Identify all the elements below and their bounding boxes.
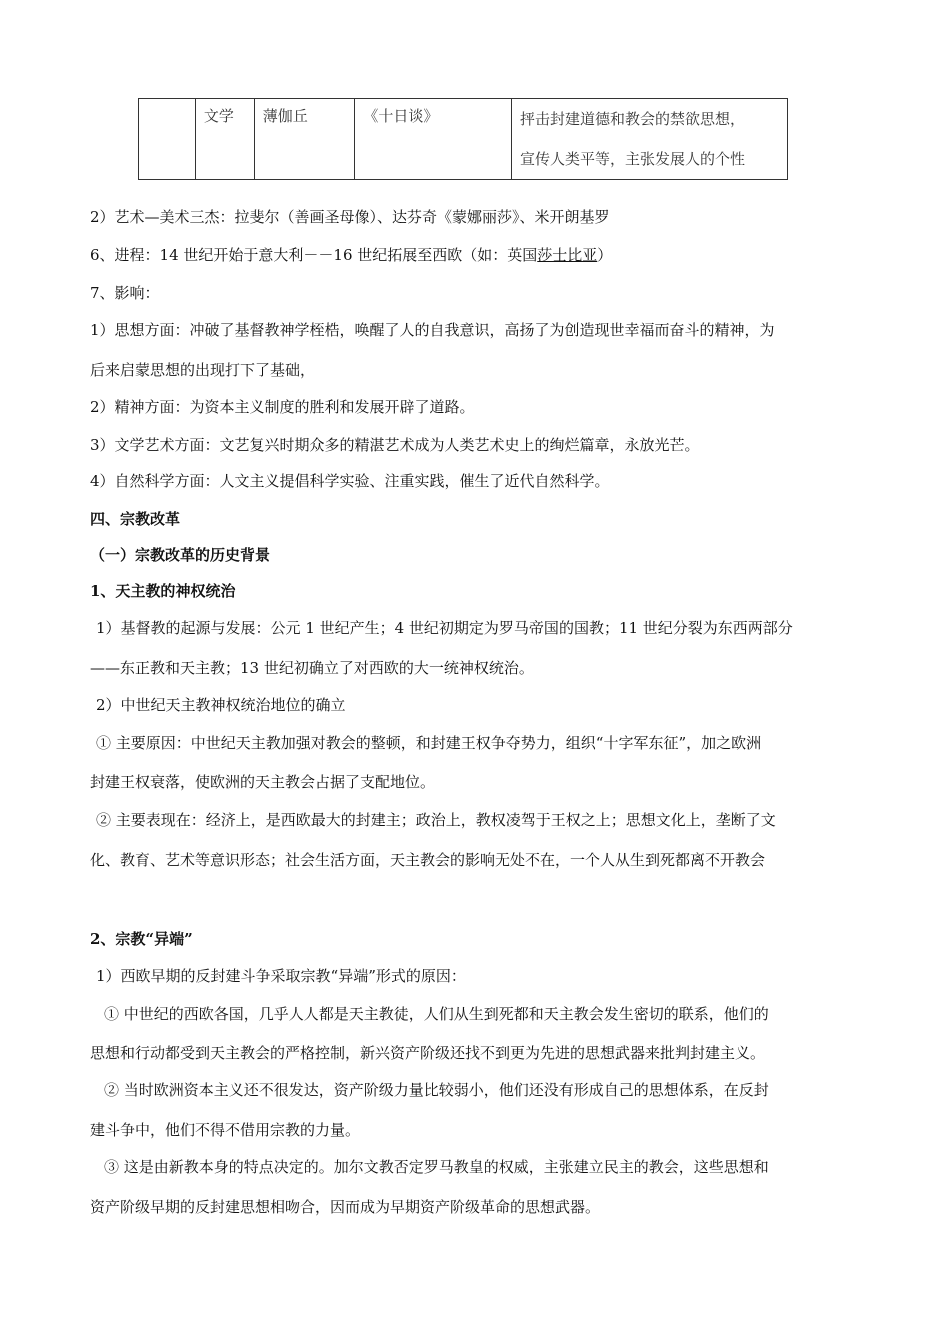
question-1c-line-2: 资产阶级早期的反封建思想相吻合，因而成为早期资产阶级革命的思想武器。 — [90, 1198, 601, 1216]
art-line: 2）艺术—美术三杰：拉斐尔（善画圣母像）、达芬奇《蒙娜丽莎》、米开朗基罗 — [90, 208, 610, 226]
paragraph-1-line-1: 1）基督教的起源与发展：公元 1 世纪产生；4 世纪初期定为罗马帝国的国教；11 世纪分裂为东西两部分 — [96, 619, 793, 637]
process-line — [90, 245, 612, 265]
significance-line-2: 宣传人类平等，主张发展人的个性 — [519, 150, 745, 168]
heading-1-title: 1、天主教的神权统治 — [90, 582, 236, 600]
question-1b-line-1: ② 当时欧洲资本主义还不很发达，资产阶级力量比较弱小，他们还没有形成自己的思想体系，在反封 — [104, 1081, 769, 1099]
section-4-title: 四、宗教改革 — [90, 510, 181, 528]
influence-1-line-1: 1）思想方面：冲破了基督教神学桎梏，唤醒了人的自我意识，高扬了为创造现世幸福而奋斗的精神，为 — [90, 321, 775, 339]
table-cell-work: 《十日谈》 — [355, 99, 512, 180]
question-1-title: 1）西欧早期的反封建斗争采取宗教“异端”形式的原因： — [96, 967, 466, 985]
question-1a-line-1: ① 中世纪的西欧各国，几乎人人都是天主教徒，人们从生到死都和天主教会发生密切的联系，他们的 — [104, 1005, 769, 1023]
heading-2-title: 2、宗教“异端” — [90, 930, 193, 948]
paragraph-2b-line-2: 化、教育、艺术等意识形态；社会生活方面，天主教会的影响无处不在，一个人从生到死都离不开教会 — [90, 851, 766, 869]
paragraph-2-title: 2）中世纪天主教神权统治地位的确立 — [96, 696, 346, 714]
paragraph-2b-line-1: ② 主要表现在：经济上，是西欧最大的封建主；政治上，教权凌驾于王权之上；思想文化上，垄断了文 — [96, 811, 776, 829]
paragraph-2a-line-2: 封建王权衰落，使欧洲的天主教会占据了支配地位。 — [90, 773, 436, 791]
table-cell-category: 文学 — [195, 99, 254, 180]
influence-4: 4）自然科学方面：人文主义提倡科学实验、注重实践，催生了近代自然科学。 — [90, 472, 610, 490]
question-1a-line-2: 思想和行动都受到天主教会的严格控制，新兴资产阶级还找不到更为先进的思想武器来批判封建主义。 — [90, 1044, 766, 1062]
table-cell-significance — [511, 99, 787, 180]
process-prefix: 6、进程：14 世纪开始于意大利－－16 世纪拓展至西欧（如：英国 — [90, 246, 538, 264]
influence-2: 2）精神方面：为资本主义制度的胜利和发展开辟了道路。 — [90, 398, 475, 416]
paragraph-2a-line-1: ① 主要原因：中世纪天主教加强对教会的整顿，和封建王权争夺势力，组织“十字军东征”，加之欧洲 — [96, 734, 762, 752]
significance-line-1: 抨击封建道德和教会的禁欲思想， — [519, 110, 745, 128]
question-1c-line-1: ③ 这是由新教本身的特点决定的。加尔文教否定罗马教皇的权威，主张建立民主的教会，这些思想和 — [104, 1158, 769, 1176]
process-suffix: ） — [597, 246, 613, 264]
literature-table — [138, 98, 788, 180]
influence-1-line-2: 后来启蒙思想的出现打下了基础， — [90, 361, 316, 379]
table-cell-author: 薄伽丘 — [254, 99, 355, 180]
influence-title: 7、影响： — [90, 284, 160, 302]
influence-3: 3）文学艺术方面：文艺复兴时期众多的精湛艺术成为人类艺术史上的绚烂篇章，永放光芒。 — [90, 436, 700, 454]
paragraph-1-line-2: ——东正教和天主教；13 世纪初确立了对西欧的大一统神权统治。 — [90, 659, 534, 677]
subsection-1-title: （一）宗教改革的历史背景 — [90, 546, 271, 564]
question-1b-line-2: 建斗争中，他们不得不借用宗教的力量。 — [90, 1121, 361, 1139]
process-link-shakespeare: 莎士比亚 — [537, 246, 598, 264]
table-row — [139, 99, 788, 180]
table-cell-empty — [139, 99, 196, 180]
